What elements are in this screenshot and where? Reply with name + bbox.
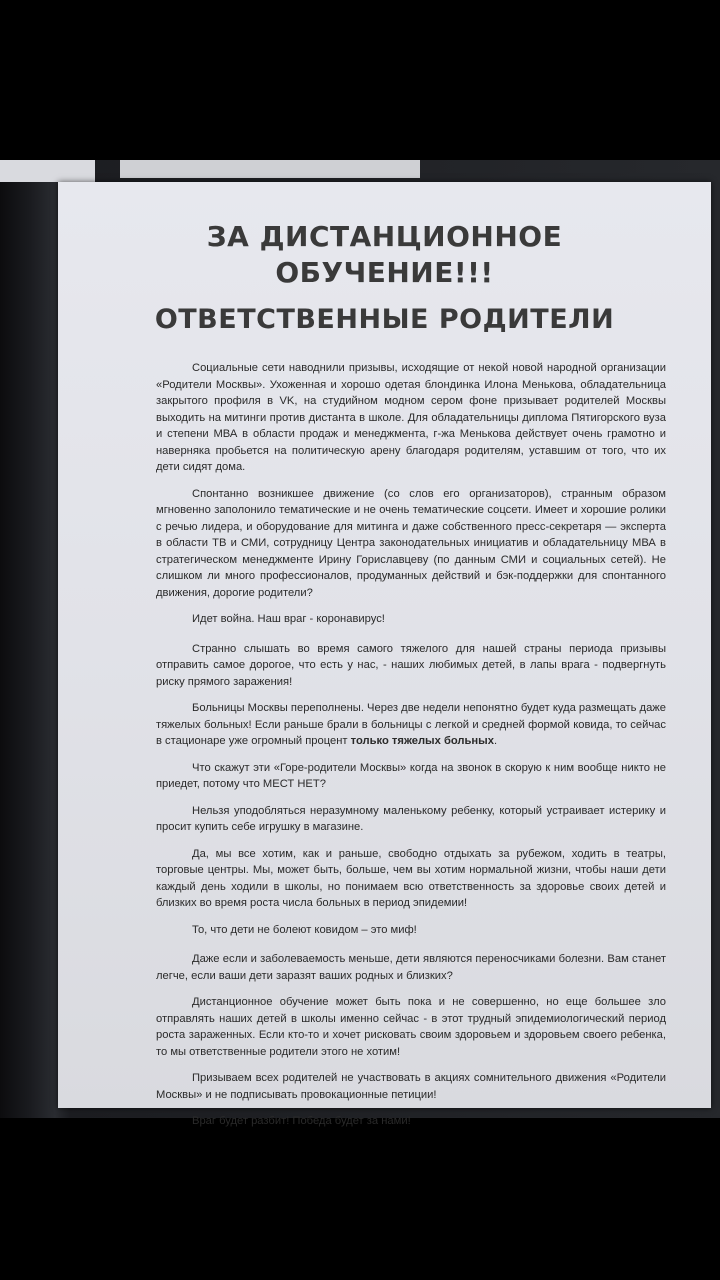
paragraph: Спонтанно возникшее движение (со слов его организаторов), странным образом мгновенно заполонило тематические и не очень тематические соцсети. Имеет и хорошие ролики с речью лидера, и оборудование для митинга и даже собственного пресс-секретаря — эксперта в области ТВ и СМИ, сотрудницу Центра законодательных инициатив и обладательницу МВА в стратегическом менеджменте Ирину Гориславцеву (по данным СМИ и социальных сетей). Не слишком ли много профессионалов, продуманных действий и бэк-поддержки для спонтанного движения, дорогие родители? [156,487,666,599]
paragraph: То, что дети не болеют ковидом – это миф! [192,923,417,936]
paragraph: Даже если и заболеваемость меньше, дети являются переносчиками болезни. Вам станет легче, если ваши дети заразят ваших родных и близких? [156,953,666,982]
bold-phrase: только тяжелых больных [350,735,494,747]
wall-paper-edge-top [120,160,420,178]
headline-line-2: ОБУЧЕНИЕ!!! [275,256,494,289]
paragraph: Дистанционное обучение может быть пока и не совершенно, но еще большее зло отправлять наших детей в школы именно сейчас - в этот трудный эпидемиологический период роста зараженных. Если кто-то и хочет рисковать своим здоровьем и здоровьем своего ребенка, то мы ответственные родители этого не хотим! [156,996,666,1058]
printed-leaflet [58,182,711,1127]
headline-line-3: ОТВЕТСТВЕННЫЕ РОДИТЕЛИ [154,304,615,335]
paragraph: Нельзя уподобляться неразумному маленькому ребенку, который устраивает истерику и просит купить себе игрушку в магазине. [156,804,666,833]
photo-background [0,160,720,1127]
paragraph: Призываем всех родителей не участвовать в акциях сомнительного движения «Родители Москвы» и не подписывать провокационные петиции! [156,1072,666,1101]
paragraph: Да, мы все хотим, как и раньше, свободно отдыхать за рубежом, ходить в театры, торговые центры. Мы, может быть, больше, чем вы хотим нормальной жизни, чтобы наши дети каждый день ходили в школы, но понимаем всю ответственность за здоровье своих детей и близких во время роста числа больных в период эпидемии! [156,847,666,909]
paragraph-with-bold: Больницы Москвы переполнены. Через две недели непонятно будет куда размещать даже тяжелых больных! Если раньше брали в больницы с легкой и средней формой ковида, то сейчас в стационаре уже огромный процент только тяжелых больных. [156,702,666,747]
paragraph-text: Больницы Москвы переполнены. Через две недели непонятно будет куда размещать даже тяжелых больных! Если раньше брали в больницы с легкой и средней формой ковида, то сейчас в стационаре уже огромный процент [156,702,666,747]
wall-paper-edge-left [0,160,95,182]
headline-line-1: ЗА ДИСТАНЦИОННОЕ [206,220,563,253]
paragraph: Социальные сети наводнили призывы, исходящие от некой новой народной организации «Родители Москвы». Ухоженная и хорошо одетая блондинка Илона Менькова, обладательница закрытого профиля в VK, на студийном модном сером фоне призывает родителей Москвы выходить на митинги против дистанта в школе. Для обладательницы диплома Пятигорского вуза и степени МВА в области продаж и менеджмента, г-жа Менькова действует очень грамотно и наверняка пробьется на политическую арену благодаря родителям, уставшим от того, что их дети сидят дома. [156,362,666,473]
paragraph: Что скажут эти «Горе-родители Москвы» когда на звонок в скорую к ним вообще никто не приедет, потому что МЕСТ НЕТ? [156,761,666,790]
closing-slogan: Враг будет разбит! Победа будет за нами! [192,1115,411,1127]
paragraph: Странно слышать во время самого тяжелого для нашей страны периода призывы отправить самое дорогое, что есть у нас, - наших любимых детей, в лапы врага - подвергнуть риску прямого заражения! [156,642,666,688]
leaflet-body [156,360,666,1140]
paragraph: Идет война. Наш враг - коронавирус! [192,613,385,625]
